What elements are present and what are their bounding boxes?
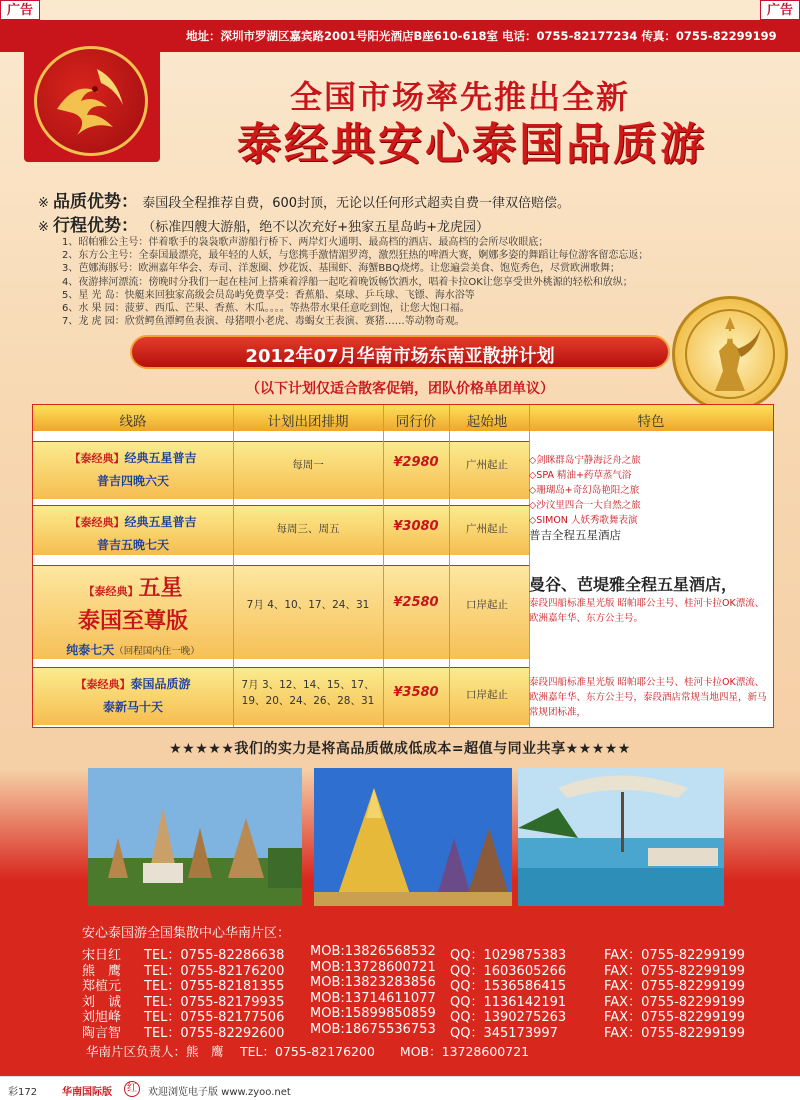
slogan: ★★★★★我们的实力是将高品质做成低成本=超值与同业共享★★★★★ xyxy=(169,741,631,757)
contact-tel: TEL：0755-82176200 xyxy=(144,963,285,979)
schedule-cell: 每周三、周五 xyxy=(276,523,340,535)
origin-cell: 广州起止 xyxy=(466,523,508,535)
contact-fax: FAX：0755-82299199 xyxy=(604,963,746,979)
contact-fax: FAX：0755-82299199 xyxy=(604,1025,746,1041)
schedule-cell: 每周一 xyxy=(292,459,324,471)
header-features: 特色 xyxy=(637,414,665,430)
quality-advantage-text: 泰国段全程推荐自费，600封顶，无论以任何形式超卖自费一律双倍赔偿。 xyxy=(142,196,571,211)
contact-fax: FAX：0755-82299199 xyxy=(604,1010,746,1025)
feature-item: ◇珊瑚岛+奇幻岛艳阳之旅 xyxy=(529,485,640,496)
table-header xyxy=(33,405,773,431)
reference-mark: ※ xyxy=(38,220,49,235)
contact-fax: FAX：0755-82299199 xyxy=(604,979,746,994)
itinerary-item: 4、夜游摔河漂流：傍晚时分我们一起在桂河上搭乘着浮船一起吃着晚饭畅饮酒水，唱着卡拉OK让您享受世外桃源的轻松和放纵； xyxy=(62,276,633,288)
header-price: 同行价 xyxy=(395,414,437,430)
feature-item: ◇SIMON 人妖秀歌舞表演 xyxy=(529,515,638,526)
contact-row xyxy=(82,1006,782,1025)
itinerary-item: 5、星 光 岛：快艇来回独家高级会员岛屿免费享受：香蕉船、桌球、乒乓球、飞镖、海水浴等 xyxy=(62,289,475,301)
route-cell xyxy=(33,447,233,489)
feature-title: 曼谷、芭堤雅全程五星酒店， xyxy=(529,575,738,594)
contact-qq: QQ：1136142191 xyxy=(450,994,567,1010)
contact-name: 陶言智 xyxy=(82,1025,122,1041)
feature-item: ◇SPA 精油+药草蒸气浴 xyxy=(529,470,632,481)
contact-qq: QQ：345173997 xyxy=(450,1025,558,1041)
row3-features xyxy=(529,577,773,626)
plan-banner xyxy=(130,335,670,369)
route-cell xyxy=(33,571,233,658)
tour-schedule-table xyxy=(32,404,774,728)
plan-title: 2012年07月华南市场东南亚散拼计划 xyxy=(245,346,555,367)
welcome-link[interactable]: 欢迎浏览电子版 www.zyoo.net xyxy=(148,1087,291,1098)
contact-mob: MOB:18675536753 xyxy=(310,1021,436,1037)
contact-tel: TEL：0755-82179935 xyxy=(144,994,285,1010)
contact-qq: QQ：1603605266 xyxy=(450,963,567,979)
itinerary-advantage-text: （标准四艘大游船，绝不以次充好+独家五星岛屿+龙虎园） xyxy=(142,220,489,235)
schedule-cell: 7月 4、10、17、24、31 xyxy=(246,599,370,611)
contact-tel: TEL：0755-82181355 xyxy=(144,979,285,994)
quality-advantage-heading: 品质优势： xyxy=(53,192,139,212)
header-route: 线路 xyxy=(119,414,147,430)
feature-hotel: 普吉全程五星酒店 xyxy=(529,528,621,542)
contact-name: 刘 诚 xyxy=(82,994,122,1010)
contact-name: 熊 鹰 xyxy=(82,963,122,979)
reference-mark: ※ xyxy=(38,196,49,211)
contact-tel: TEL：0755-82286638 xyxy=(144,948,285,963)
route-name: 泰国品质游 xyxy=(130,677,191,691)
row4-features: 泰段四船标准星光版 昭帕耶公主号、桂河卡拉OK漂流、欧洲嘉年华、东方公主号，泰段酒店常规当地四星，新马常规团标准， xyxy=(529,677,767,718)
ad-label-left: 广告 xyxy=(0,0,40,20)
contact-row xyxy=(82,975,782,994)
contact-tel: TEL：0755-82292600 xyxy=(144,1025,285,1041)
route-name: 经典五星普吉 xyxy=(124,451,197,465)
contact-list xyxy=(82,922,782,1041)
contact-row xyxy=(82,1021,782,1041)
price-cell: ¥2580 xyxy=(393,595,439,610)
route-duration: 纯泰七天 xyxy=(66,643,115,657)
contact-mob: MOB:13823283856 xyxy=(310,975,436,990)
route-duration: 泰新马十天 xyxy=(102,700,163,714)
resort-pool-photo xyxy=(518,768,724,906)
headline-title: 泰经典安心泰国品质游 xyxy=(237,119,707,170)
brand-logo xyxy=(24,20,160,162)
contact-fax: FAX：0755-82299199 xyxy=(604,948,746,963)
itinerary-item: 1、昭帕雅公主号：伴着歌手的袅袅歌声游船行桥下、两岸灯火通明、最高档的酒店、最高档的会所尽收眼底； xyxy=(62,237,549,248)
route-duration: 普吉五晚七天 xyxy=(96,538,169,552)
contact-mob: MOB:13728600721 xyxy=(310,959,436,975)
contacts-title: 安心泰国游全国集散中心华南片区： xyxy=(82,926,291,941)
itinerary-item: 6、水 果 园：菠萝、西瓜、芒果、香蕉、木瓜。。。。等热带水果任意吃到饱，让您大饱口福。 xyxy=(62,303,470,315)
edition-label: 华南国际版 xyxy=(62,1087,112,1098)
phoenix-logo-icon xyxy=(34,46,148,156)
origin-cell: 口岸起止 xyxy=(466,689,508,701)
feature-text: 泰段四船标准星光版 昭帕耶公主号、桂河卡拉OK漂流、欧洲嘉年华、东方公主号。 xyxy=(529,598,765,624)
column-divider xyxy=(383,405,384,727)
contact-name: 郑植元 xyxy=(82,979,122,994)
route-tag: 【泰经典】 xyxy=(69,452,125,465)
phuket-features xyxy=(529,453,773,543)
contact-name: 宋日红 xyxy=(82,948,122,963)
route-tag: 【泰经典】 xyxy=(75,678,131,691)
itinerary-list xyxy=(62,236,702,328)
origin-cell: 口岸起止 xyxy=(466,599,508,611)
schedule-cell: 7月 3、12、14、15、17、19、20、24、26、28、31 xyxy=(241,679,375,707)
pagoda-photo xyxy=(314,768,512,906)
contact-row xyxy=(82,990,782,1010)
company-address: 地址：深圳市罗湖区嘉宾路2001号阳光酒店B座610-618室 电话：0755-82177234 传真：0755-82299199 xyxy=(186,29,777,43)
quality-advantage xyxy=(38,187,570,212)
page-footer xyxy=(0,1076,800,1100)
route-subname: 泰国至尊版 xyxy=(77,609,188,634)
itinerary-advantage-heading: 行程优势： xyxy=(53,216,139,236)
itinerary-item: 7、龙 虎 园：欣赏鳄鱼潭鳄鱼表演、母猪喂小老虎、毒蝎女王表演、赛猪……等动物奇观。 xyxy=(62,316,465,328)
contact-mob: MOB:15899850859 xyxy=(310,1006,436,1021)
route-tag: 【泰经典】 xyxy=(69,516,125,529)
temple-photo xyxy=(88,768,302,906)
plan-subtitle: （以下计划仅适合散客促销，团队价格单团单议） xyxy=(246,381,554,397)
ad-label-right: 广告 xyxy=(760,0,800,20)
price-cell: ¥3580 xyxy=(393,685,439,700)
contact-row xyxy=(82,944,782,963)
contact-tel: TEL：0755-82177506 xyxy=(144,1010,285,1025)
route-tag: 【泰经典】 xyxy=(83,585,139,598)
origin-cell: 广州起止 xyxy=(466,459,508,471)
feature-item: ◇沙汶里四合一大自然之旅 xyxy=(529,500,641,511)
route-duration: 普吉四晚六天 xyxy=(96,474,169,488)
contact-name: 刘旭峰 xyxy=(82,1010,122,1025)
header-schedule: 计划出团排期 xyxy=(267,414,349,430)
price-cell: ¥3080 xyxy=(393,519,439,534)
contact-qq: QQ：1536586415 xyxy=(450,979,567,994)
contact-row xyxy=(82,959,782,979)
feature-item: ◇剑眯群岛宁静海泛舟之旅 xyxy=(529,455,641,466)
contact-mob: MOB:13826568532 xyxy=(310,944,436,959)
price-cell: ¥2980 xyxy=(393,455,439,470)
route-note: （回程国内住一晚） xyxy=(114,646,200,657)
route-name: 经典五星普吉 xyxy=(124,515,197,529)
headline-subtitle: 全国市场率先推出全新 xyxy=(289,78,630,116)
regional-leader: 华南片区负责人：熊 鹰 TEL：0755-82176200 MOB：13728600721 xyxy=(86,1044,530,1059)
header-origin: 起始地 xyxy=(466,414,508,430)
contact-fax: FAX：0755-82299199 xyxy=(604,994,746,1010)
itinerary-item: 2、东方公主号：全泰国最漂亮，最年轻的人妖，与您携手激情湄罗湾，激烈狂热的啤酒大赛，婀娜多姿的舞蹈让每位游客留恋忘返； xyxy=(62,250,649,262)
route-cell xyxy=(33,673,233,715)
itinerary-advantage xyxy=(38,211,489,236)
route-cell xyxy=(33,511,233,553)
contact-qq: QQ：1390275263 xyxy=(450,1010,567,1025)
contact-qq: QQ：1029875383 xyxy=(450,948,567,963)
contact-mob: MOB:13714611077 xyxy=(310,990,436,1006)
page-number: 彩172 xyxy=(8,1087,38,1098)
column-divider xyxy=(449,405,450,727)
itinerary-item: 3、芭娜海豚号：欧洲嘉年华会、寿司、洋葱圈、炒花饭、基围虾、海蟹BBQ烧烤。让您遍尝美食、饱览秀色，尽赏欧洲歌舞； xyxy=(62,263,620,275)
route-name: 五星 xyxy=(138,576,183,601)
red-circle-icon: 红 xyxy=(124,1081,140,1097)
